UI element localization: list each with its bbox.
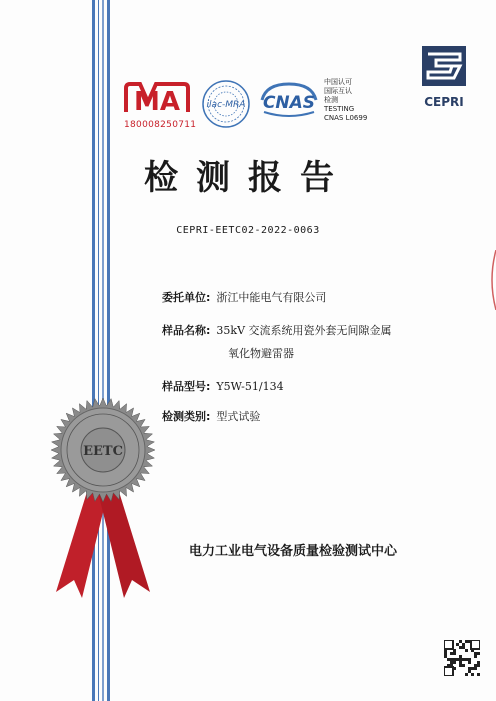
ma-logo-icon [122,80,192,116]
cnas-line: 中国认可 [324,78,352,86]
sample-name-value-cont: 氧化物避雷器 [228,347,294,360]
sample-model-label: 样品型号: [162,380,211,393]
cnas-line: 国际互认 [324,87,352,95]
client-label: 委托单位: [162,291,211,304]
edge-mark-icon [486,250,496,310]
test-type-row [162,408,260,424]
sample-model-row [162,378,284,394]
test-type-label: 检测类别: [162,410,211,423]
sample-name-value: 35kV 交流系统用瓷外套无间隙金属 [216,324,392,337]
cnas-line: 检测 [324,96,338,104]
cnas-line: CNAS L0699 [324,114,368,122]
issuer-name: 电力工业电气设备质量检验测试中心 [188,544,397,559]
seal-center-text: EETC [83,444,123,459]
sample-name-row [162,322,392,338]
ilac-mra-logo-icon [196,78,256,130]
report-title: 检测报告 [144,158,352,198]
cnas-mark-text: CNAS [262,93,316,113]
ma-mark-text: MA [134,87,180,116]
ma-number: 180008250711 [124,120,197,130]
client-row [162,289,326,305]
sample-name-label: 样品名称: [162,324,211,337]
cnas-line: TESTING [324,105,355,113]
cnas-accreditation-text [324,78,367,123]
cnas-logo-icon [256,80,322,120]
sample-model-value: Y5W-51/134 [216,380,284,393]
cepri-label: CEPRI [424,95,464,109]
report-code: CEPRI-EETC02-2022-0063 [176,225,320,236]
qr-code-icon[interactable] [444,640,480,676]
ilac-mark-text: ilac-MRA [206,100,246,110]
test-type-value: 型式试验 [216,410,261,423]
cepri-logo-icon [414,44,474,114]
client-value: 浙江中能电气有限公司 [216,291,327,304]
seal-icon [38,392,168,602]
